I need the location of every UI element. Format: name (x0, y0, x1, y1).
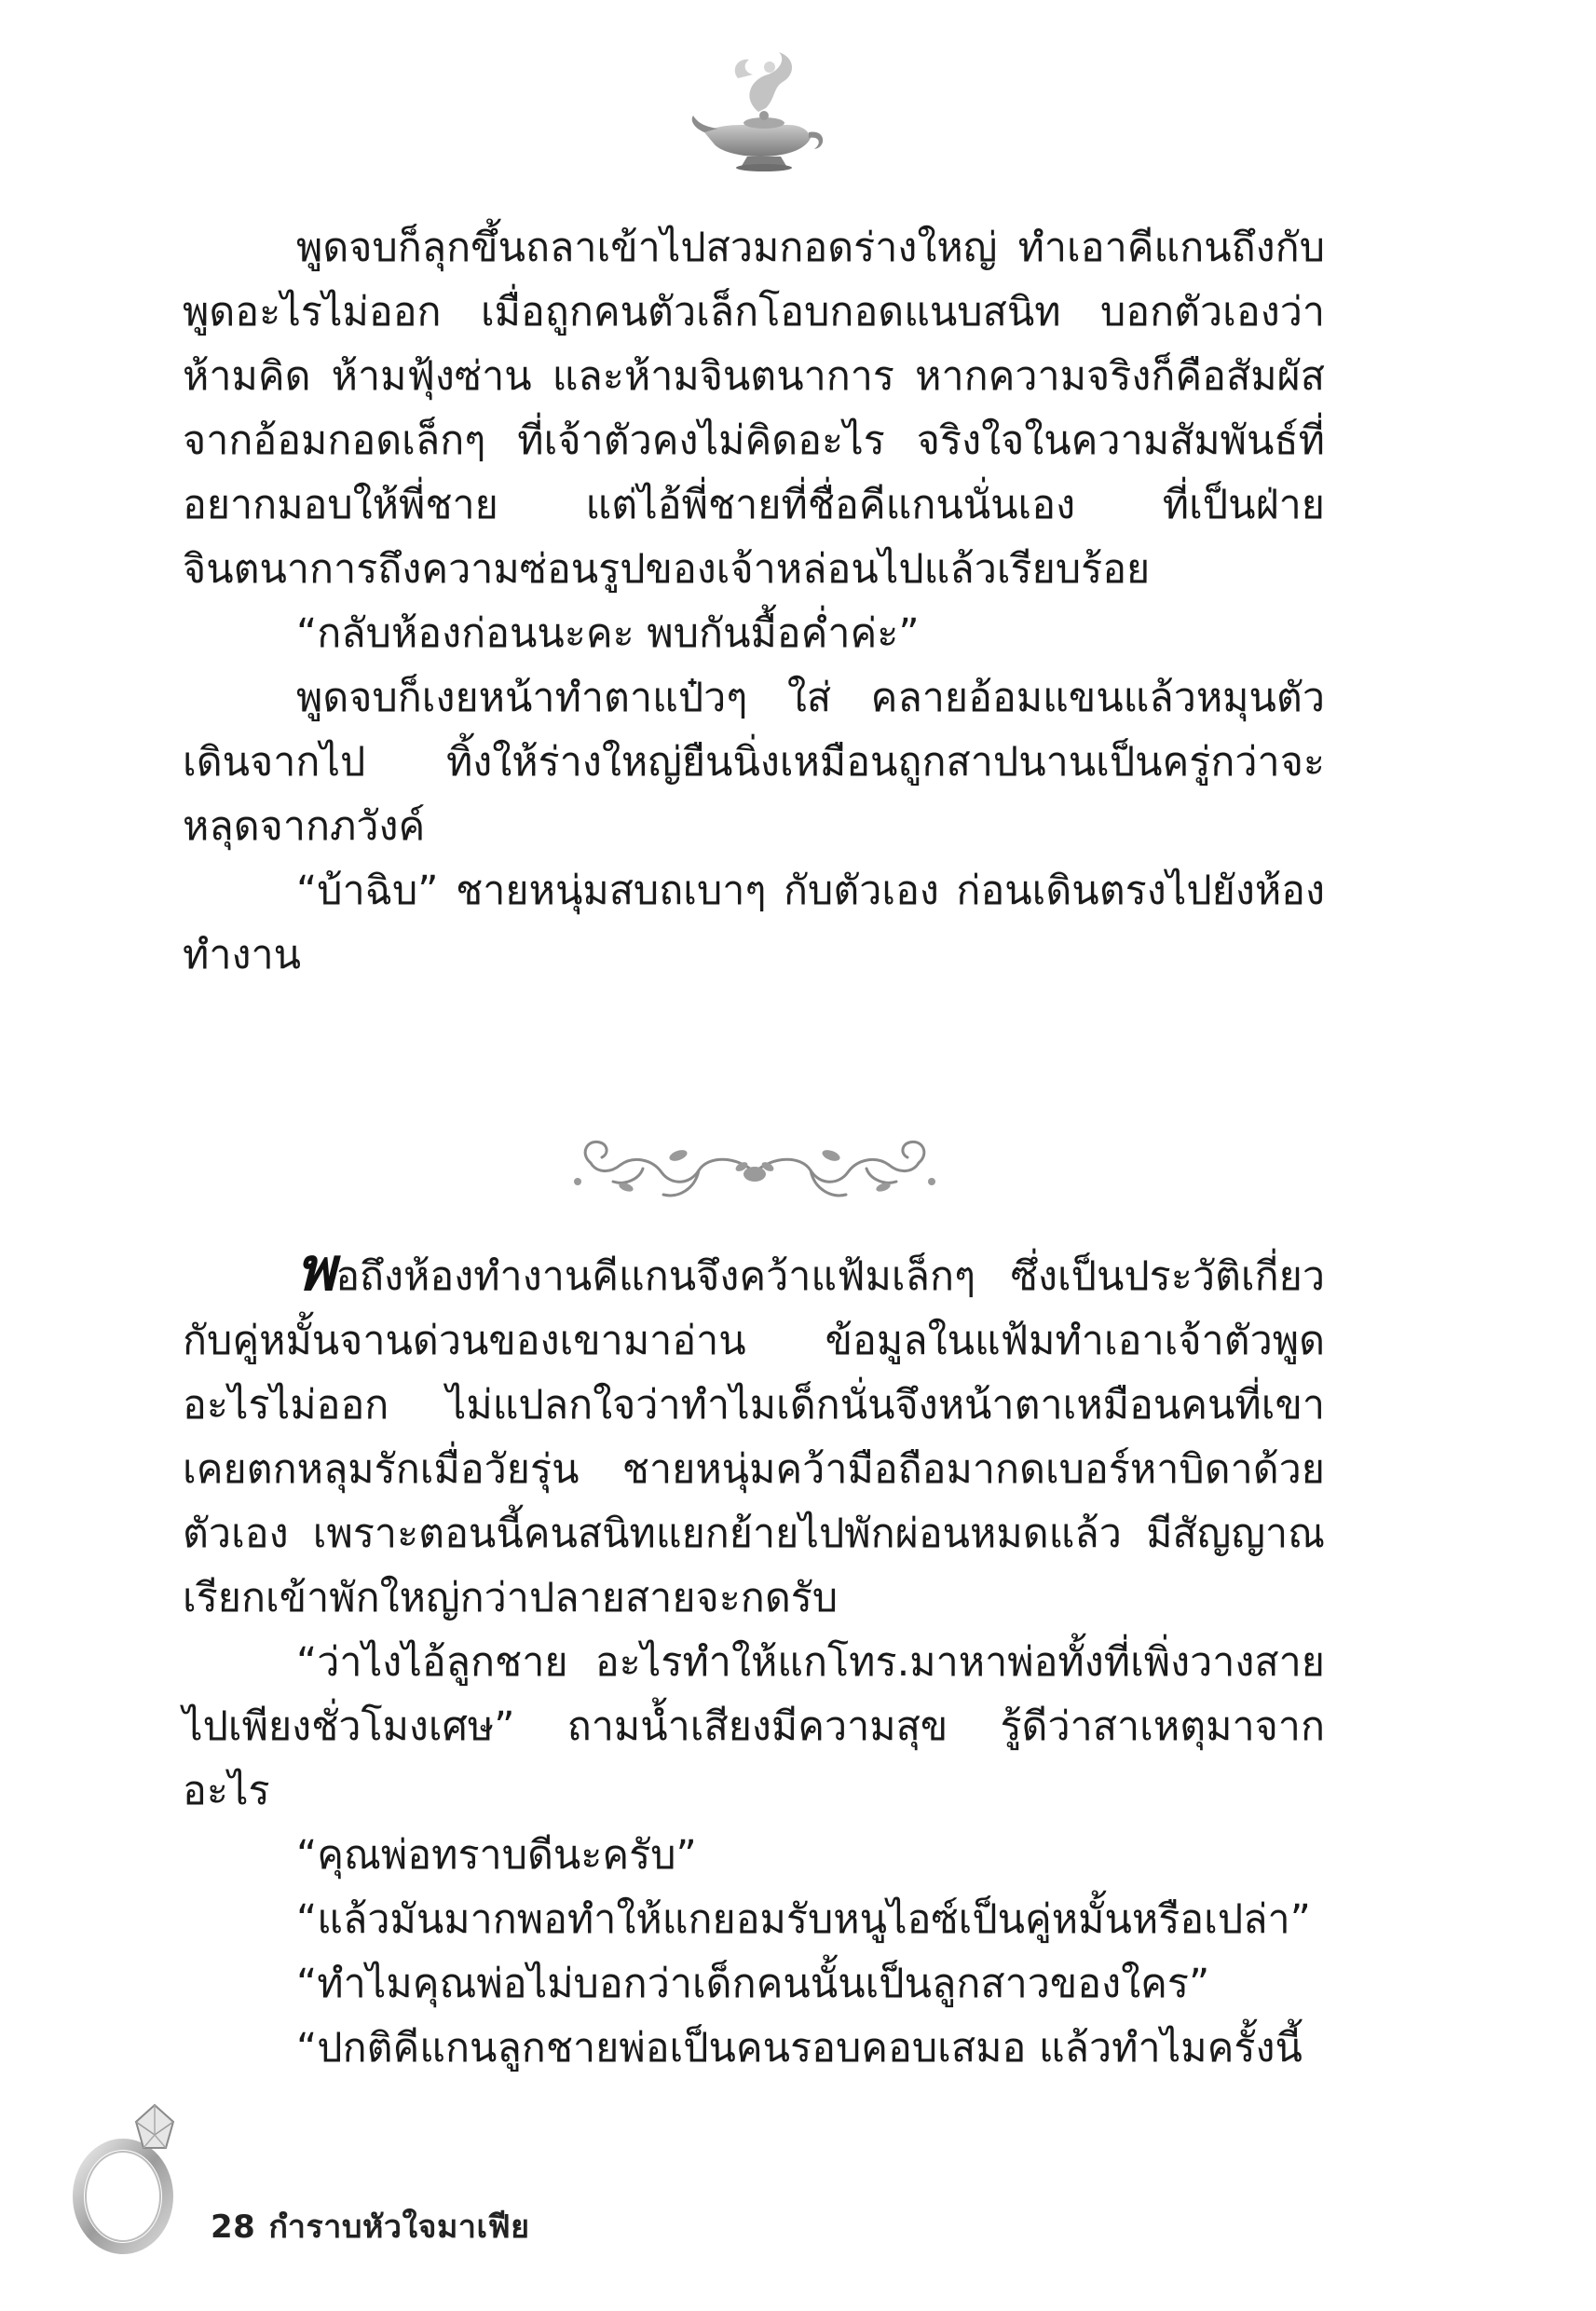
paragraph: “บ้าฉิบ” ชายหนุ่มสบถเบาๆ กับตัวเอง ก่อนเดินตรงไปยังห้องทำงาน (183, 868, 1325, 978)
text-section-1 (183, 216, 1325, 988)
genie-lamp-icon (686, 47, 835, 177)
page-footer (211, 2201, 530, 2251)
diamond-ring-icon (65, 2092, 205, 2255)
dialogue-line: “ว่าไงไอ้ลูกชาย อะไรทำให้แกโทร.มาหาพ่อทั้งที่เพิ่งวางสายไปเพียงชั่วโมงเศษ” ถามน้ำเสียงมีความสุข รู้ดีว่าสาเหตุมาจากอะไร (183, 1639, 1325, 1814)
book-title: กำราบหัวใจมาเฟีย (268, 2208, 530, 2246)
dialogue-line: “ทำไมคุณพ่อไม่บอกว่าเด็กคนนั้นเป็นลูกสาวของใคร” (296, 1961, 1210, 2007)
drop-cap: พ (296, 1235, 336, 1305)
paragraph: พูดจบก็เงยหน้าทำตาแป๋วๆ ใส่ คลายอ้อมแขนแล้วหมุนตัวเดินจากไป ทิ้งให้ร่างใหญ่ยืนนิ่งเหมือนถูกสาปนานเป็นครู่กว่าจะหลุดจากภวังค์ (183, 675, 1325, 850)
dropcap-paragraph-text: อถึงห้องทำงานคีแกนจึงคว้าแฟ้มเล็กๆ ซึ่งเป็นประวัติเกี่ยวกับคู่หมั้นจานด่วนของเขามาอ่าน ข้อมูลในแฟ้มทำเอาเจ้าตัวพูดอะไรไม่ออก ไม่แปลกใจว่าทำไมเด็กนั่นจึงหน้าตาเหมือนคนที่เขาเคยตกหลุมรักเมื่อวัยรุ่น ชายหนุ่มคว้ามือถือมากดเบอร์หาบิดาด้วยตัวเอง เพราะตอนนี้คนสนิทแยกย้ายไปพักผ่อนหมดแล้ว มีสัญญาณเรียกเข้าพักใหญ่กว่าปลายสายจะกดรับ (183, 1253, 1325, 1621)
text-section-2 (183, 1235, 1325, 2081)
dialogue-line: “คุณพ่อทราบดีนะครับ” (296, 1832, 697, 1879)
dialogue-line: “ปกติคีแกนลูกชายพ่อเป็นคนรอบคอบเสมอ แล้วทำไมครั้งนี้ (296, 2025, 1303, 2072)
floral-divider-icon (559, 1128, 950, 1211)
paragraph: พูดจบก็ลุกขึ้นถลาเข้าไปสวมกอดร่างใหญ่ ทำเอาคีแกนถึงกับพูดอะไรไม่ออก เมื่อถูกคนตัวเล็กโอบกอดแนบสนิท บอกตัวเองว่าห้ามคิด ห้ามฟุ้งซ่าน และห้ามจินตนาการ หากความจริงก็คือสัมผัสจากอ้อมกอดเล็กๆ ที่เจ้าตัวคงไม่คิดอะไร จริงใจในความสัมพันธ์ที่อยากมอบให้พี่ชาย แต่ไอ้พี่ชายที่ชื่อคีแกนนั่นเอง ที่เป็นฝ่ายจินตนาการถึงความซ่อนรูปของเจ้าหล่อนไปแล้วเรียบร้อย (183, 225, 1325, 593)
page-number: 28 (211, 2208, 256, 2246)
dialogue-line: “กลับห้องก่อนนะคะ พบกันมื้อค่ำค่ะ” (296, 610, 920, 657)
dropcap-paragraph (183, 1235, 1325, 1631)
dialogue-line: “แล้วมันมากพอทำให้แกยอมรับหนูไอซ์เป็นคู่หมั้นหรือเปล่า” (296, 1896, 1311, 1943)
